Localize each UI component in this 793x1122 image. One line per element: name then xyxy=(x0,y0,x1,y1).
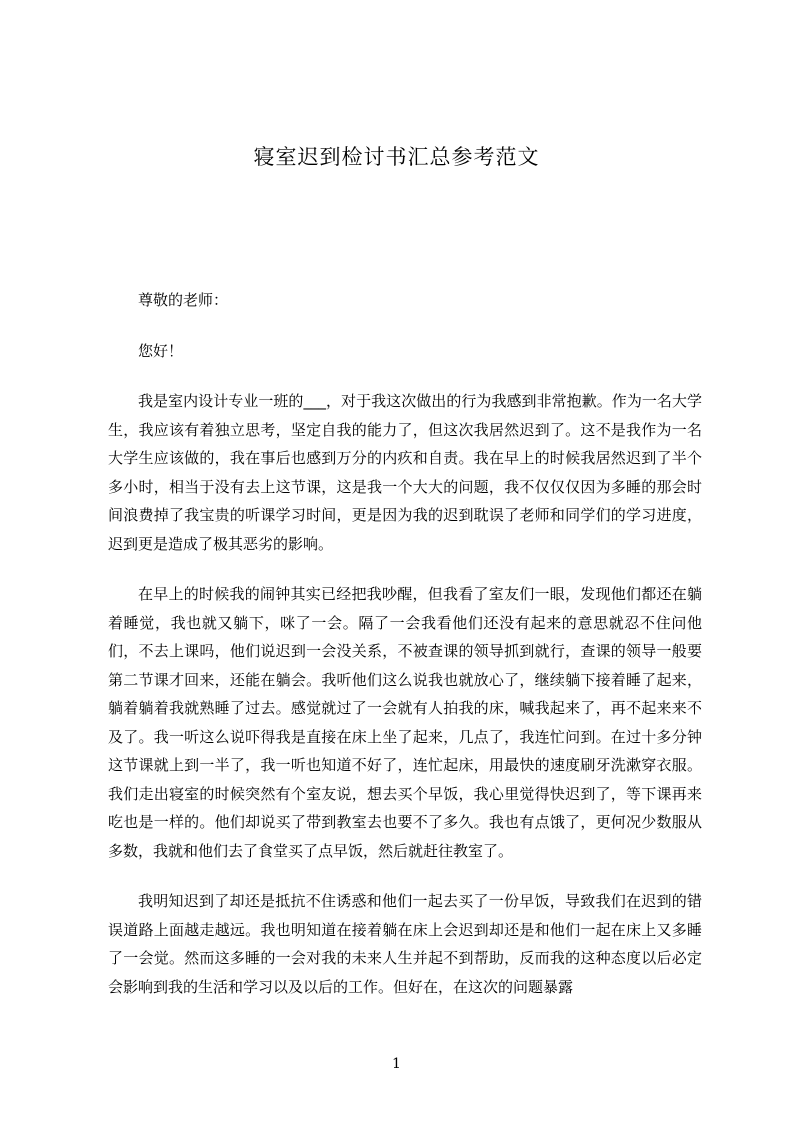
paragraph-3: 我明知迟到了却还是抵抗不住诱惑和他们一起去买了一份早饭，导致我们在迟到的错误道路上面越走越远。我也明知道在接着躺在床上会迟到却还是和他们一起在床上又多睡了一会觉。然而这多睡的一会对我的未来人生并起不到帮助，反而我的这种态度以后必定会影响到我的生活和学习以及以后的工作。但好在，在这次的问题暴露 xyxy=(108,892,702,996)
salutation: 尊敬的老师： xyxy=(138,291,229,309)
paragraph-2: 在早上的时候我的闹钟其实已经把我吵醒，但我看了室友们一眼，发现他们都还在躺着睡觉，我也就又躺下，咪了一会。隔了一会我看他们还没有起来的意思就忍不住问他们，不去上课吗，他们说迟到一会没关系，不被查课的领导抓到就行，查课的领导一般要第二节课才回来，还能在躺会。我听他们这么说我也就放心了，继续躺下接着睡了起来，躺着躺着我就熟睡了过去。感觉就过了一会就有人拍我的床，喊我起来了，再不起来来不及了。我一听这么说吓得我是直接在床上坐了起来，几点了，我连忙问到。在过十多分钟这节课就上到一半了，我一听也知道不好了，连忙起床，用最快的速度刷牙洗漱穿衣服。我们走出寝室的时候突然有个室友说，想去买个早饭，我心里觉得快迟到了，等下课再来吃也是一样的。他们却说买了带到教室去也要不了多久。我也有点饿了，更何况少数服从多数，我就和他们去了食堂买了点早饭，然后就赶往教室了。 xyxy=(108,585,702,860)
greeting: 您好！ xyxy=(138,341,184,360)
document-body xyxy=(108,286,702,1001)
paragraph-1: 我是室内设计专业一班的___，对于我这次做出的行为我感到非常抱歉。作为一名大学生，我应该有着独立思考，坚定自我的能力了，但这次我居然迟到了。这不是我作为一名大学生应该做的，我在事后也感到万分的内疚和自责。我在早上的时候我居然迟到了半个多小时，相当于没有去上这节课，这是我一个大大的问题，我不仅仅仅因为多睡的那会时间浪费掉了我宝贵的听课学习时间，更是因为我的迟到耽误了老师和同学们的学习进度，迟到更是造成了极其恶劣的影响。 xyxy=(108,392,702,553)
document-title: 寝室迟到检讨书汇总参考范文 xyxy=(253,145,540,169)
page-number: 1 xyxy=(392,1056,401,1072)
